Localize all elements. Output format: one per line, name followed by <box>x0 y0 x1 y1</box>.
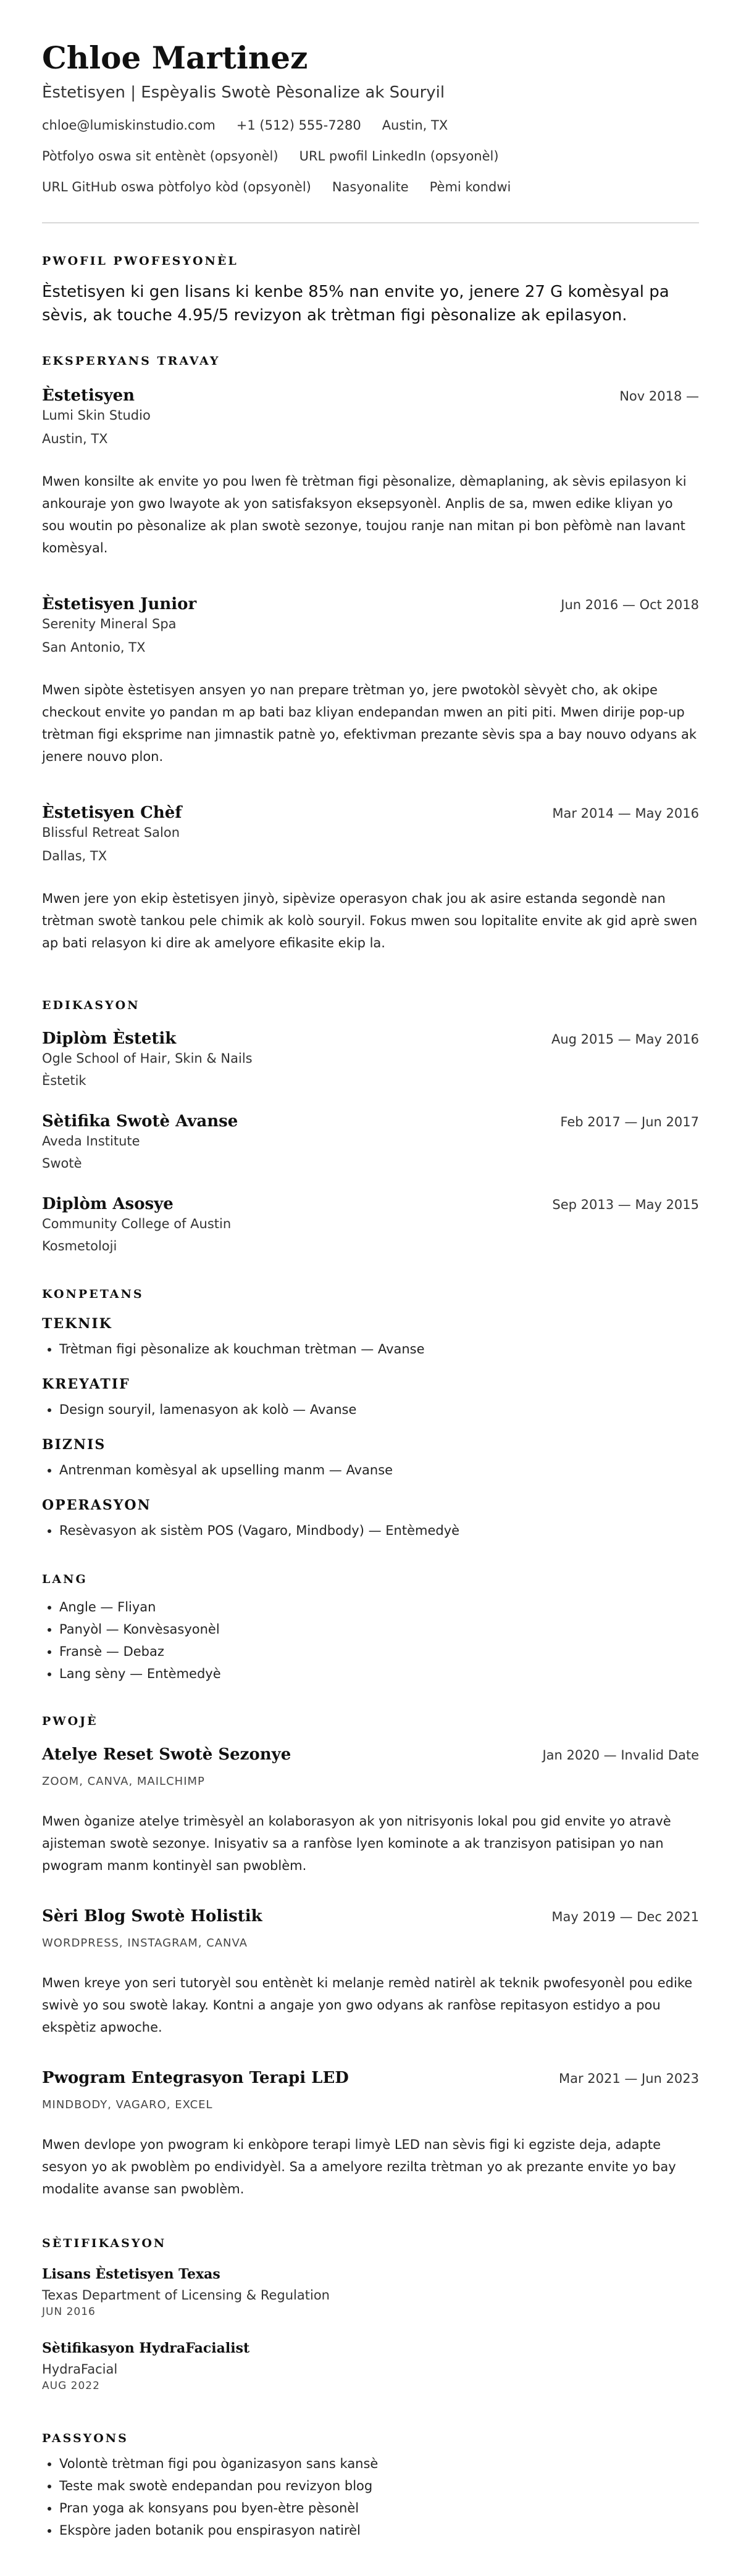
job-company: Serenity Mineral Spa <box>42 617 177 631</box>
contact-license: Pèmi kondwi <box>429 180 511 194</box>
project-title: Pwogram Entegrasyon Terapi LED <box>42 2069 349 2087</box>
certification-issuer: Texas Department of Licensing & Regulation <box>42 2288 330 2303</box>
project-description: Mwen devlope yon pwogram ki enkòpore terapi limyè LED nan sèvis figi ki egziste deja, adapte sesyon yo ak pwoblèm po endividyèl. Sa a amelyore rezilta trètman yo ak prezante envite yo bay modalite avanse san pwoblèm. <box>42 2137 676 2196</box>
project-title: Sèri Blog Swotè Holistik <box>42 1907 262 1926</box>
degree-date: Aug 2015 — May 2016 <box>551 1032 699 1047</box>
project-tools: WORDPRESS, INSTAGRAM, CANVA <box>42 1937 248 1950</box>
hobbies-section <box>42 2432 699 2541</box>
job-description: Mwen sipòte èstetisyen ansyen yo nan prepare trètman yo, jere pwotokòl sèvyèt cho, ak okipe checkout envite yo pandan m ap bati baz kliyan endepandan mwen an piti piti. Mwen dirije pop-up trètman figi eksprime nan jimnastik patnè yo, efektivman prezante sèvis spa a bay nouvo odyans ak jenere nouvo plon. <box>42 683 697 764</box>
contact-linkedin[interactable]: URL pwofil LinkedIn (opsyonèl) <box>299 149 499 164</box>
degree-title: Sètifika Swotè Avanse <box>42 1112 238 1131</box>
hobbies-heading: PASSYONS <box>42 2432 128 2445</box>
job-location: San Antonio, TX <box>42 640 146 655</box>
degree-date: Sep 2013 — May 2015 <box>552 1197 699 1212</box>
job-description: Mwen jere yon ekip èstetisyen jinyò, sipèvize operasyon chak jou ak asire estanda segondè nan trètman swotè tankou pele chimik ak kolò souryil. Fokus mwen sou lopitalite envite ak gid aprè swen ap bati relasyon ki dire ak amelyore efikasite ekip la. <box>42 891 698 950</box>
hobby-item: • Teste mak swotè endepandan pou revizyon blog <box>59 2475 699 2497</box>
degree-title: Diplòm Èstetik <box>42 1029 177 1048</box>
skills-section <box>42 1287 699 1301</box>
job-date: Mar 2014 — May 2016 <box>552 806 699 821</box>
hobby-item: • Ekspòre jaden botanik pou enspirasyon natirèl <box>59 2519 699 2541</box>
summary-text: Èstetisyen ki gen lisans ki kenbe 85% nan envite yo, jenere 27 G komèsyal pa sèvis, ak touche 4.95/5 revizyon ak trètman figi pèsonalize ak epilasyon. <box>42 283 669 325</box>
projects-heading: PWOJÈ <box>42 1714 98 1728</box>
experience-section <box>42 354 699 368</box>
skill-item: • Antrenman komèsyal ak upselling manm — Avanse <box>59 1459 699 1481</box>
resume-header <box>42 38 699 196</box>
language-item: • Lang sèny — Entèmedyè <box>59 1663 699 1685</box>
skill-category: OPERASYON <box>42 1497 151 1513</box>
project-description: Mwen kreye yon seri tutoryèl sou entènèt ki melanje remèd natirèl ak teknik pwofesyonèl pou edike swivè yo sou swotè lakay. Kontni a angaje yon gwo odyans ak ranfòse repitasyon estidyo a pou ekspètiz apwoche. <box>42 1976 693 2035</box>
skill-group <box>42 1497 699 1542</box>
contact-nationality: Nasyonalite <box>332 180 409 194</box>
project-title: Atelye Reset Swotè Sezonye <box>42 1745 291 1764</box>
job-location: Dallas, TX <box>42 849 107 863</box>
degree-field: Swotè <box>42 1156 82 1171</box>
education-entry <box>42 1028 699 1090</box>
certification-name: Lisans Èstetisyen Texas <box>42 2266 220 2282</box>
skill-group <box>42 1437 699 1481</box>
project-tools: ZOOM, CANVA, MAILCHIMP <box>42 1775 205 1788</box>
experience-entry <box>42 802 699 954</box>
project-entry <box>42 2067 699 2200</box>
job-title: Èstetisyen Junior <box>42 595 197 613</box>
certification-date: JUN 2016 <box>42 2306 96 2318</box>
skill-item: • Resèvasyon ak sistèm POS (Vagaro, Mindbody) — Entèmedyè <box>59 1519 699 1542</box>
summary-section <box>42 254 699 327</box>
language-item: • Fransè — Debaz <box>59 1640 699 1663</box>
job-company: Blissful Retreat Salon <box>42 825 180 840</box>
certification-issuer: HydraFacial <box>42 2362 118 2377</box>
languages-list <box>42 1596 699 1685</box>
degree-field: Èstetik <box>42 1073 86 1088</box>
candidate-name: Chloe Martinez <box>42 39 308 76</box>
project-entry <box>42 1906 699 2038</box>
contact-row-primary <box>42 116 699 135</box>
skill-category: KREYATIF <box>42 1376 130 1392</box>
languages-section <box>42 1573 699 1685</box>
skill-item: • Trètman figi pèsonalize ak kouchman trètman — Avanse <box>59 1338 699 1360</box>
job-company: Lumi Skin Studio <box>42 408 151 423</box>
experience-heading: EKSPERYANS TRAVAY <box>42 354 220 368</box>
job-title: Èstetisyen Chèf <box>42 804 182 822</box>
languages-heading: LANG <box>42 1573 88 1586</box>
project-description: Mwen òganize atelye trimèsyèl an kolaborasyon ak yon nitrisyonis lokal pou gid envite yo atravè ajisteman swotè sezonye. Inisyativ sa a ranfòse lyen kominote a ak tranzisyon patisipan yo nan pwogram manm kontinyèl san pwoblèm. <box>42 1814 671 1873</box>
certification-entry <box>42 2265 699 2318</box>
header-divider <box>42 222 699 223</box>
projects-section <box>42 1714 699 1728</box>
skill-group <box>42 1376 699 1421</box>
contact-email[interactable]: chloe@lumiskinstudio.com <box>42 118 216 133</box>
education-entry <box>42 1111 699 1173</box>
certifications-heading: SÈTIFIKASYON <box>42 2237 167 2250</box>
language-item: • Panyòl — Konvèsasyonèl <box>59 1618 699 1640</box>
job-description: Mwen konsilte ak envite yo pou lwen fè trètman figi pèsonalize, dèmaplaning, ak sèvis epilasyon ki ankouraje yon gwo lwayote ak yon satisfaksyon eksepsyonèl. Anplis de sa, mwen edike kliyan yo sou woutin po pèsonalize ak plan swotè sezonye, toujou ranje nan mitan pi bon pèfòmè nan lavant komèsyal. <box>42 474 687 555</box>
skill-group <box>42 1316 699 1360</box>
summary-heading: PWOFIL PWOFESYONÈL <box>42 254 238 268</box>
contact-github[interactable]: URL GitHub oswa pòtfolyo kòd (opsyonèl) <box>42 180 311 194</box>
degree-field: Kosmetoloji <box>42 1239 117 1253</box>
skill-category: TEKNIK <box>42 1316 112 1332</box>
job-date: Nov 2018 — <box>619 389 699 404</box>
job-date: Jun 2016 — Oct 2018 <box>561 597 699 612</box>
certifications-section <box>42 2237 699 2250</box>
education-heading: EDIKASYON <box>42 999 140 1012</box>
school-name: Community College of Austin <box>42 1216 232 1231</box>
hobby-item: • Pran yoga ak konsyans pou byen-ètre pèsonèl <box>59 2497 699 2519</box>
job-location: Austin, TX <box>42 431 108 446</box>
project-date: Mar 2021 — Jun 2023 <box>558 2071 699 2086</box>
skills-heading: KONPETANS <box>42 1287 144 1301</box>
skill-item: • Design souryil, lamenasyon ak kolò — Avanse <box>59 1398 699 1421</box>
contact-row-links <box>42 147 699 165</box>
degree-title: Diplòm Asosye <box>42 1195 174 1213</box>
hobby-item: • Volontè trètman figi pou òganizasyon sans kansè <box>59 2453 699 2475</box>
degree-date: Feb 2017 — Jun 2017 <box>560 1115 699 1129</box>
certification-date: AUG 2022 <box>42 2380 100 2392</box>
project-entry <box>42 1744 699 1877</box>
project-date: May 2019 — Dec 2021 <box>551 1909 699 1924</box>
experience-entry <box>42 385 699 559</box>
contact-row-extra <box>42 178 699 196</box>
project-tools: MINDBODY, VAGARO, EXCEL <box>42 2098 213 2111</box>
certification-entry <box>42 2339 699 2392</box>
hobbies-list <box>42 2453 699 2541</box>
language-item: • Angle — Fliyan <box>59 1596 699 1618</box>
contact-phone[interactable]: +1 (512) 555-7280 <box>236 118 361 133</box>
school-name: Aveda Institute <box>42 1134 140 1149</box>
project-date: Jan 2020 — Invalid Date <box>542 1748 699 1763</box>
education-section <box>42 999 699 1012</box>
candidate-headline: Èstetisyen | Espèyalis Swotè Pèsonalize ak Souryil <box>42 83 445 102</box>
contact-location: Austin, TX <box>382 118 448 133</box>
education-entry <box>42 1194 699 1255</box>
job-title: Èstetisyen <box>42 386 135 405</box>
experience-entry <box>42 594 699 768</box>
contact-portfolio[interactable]: Pòtfolyo oswa sit entènèt (opsyonèl) <box>42 149 278 164</box>
certification-name: Sètifikasyon HydraFacialist <box>42 2340 250 2356</box>
school-name: Ogle School of Hair, Skin & Nails <box>42 1051 253 1066</box>
skill-category: BIZNIS <box>42 1437 106 1453</box>
